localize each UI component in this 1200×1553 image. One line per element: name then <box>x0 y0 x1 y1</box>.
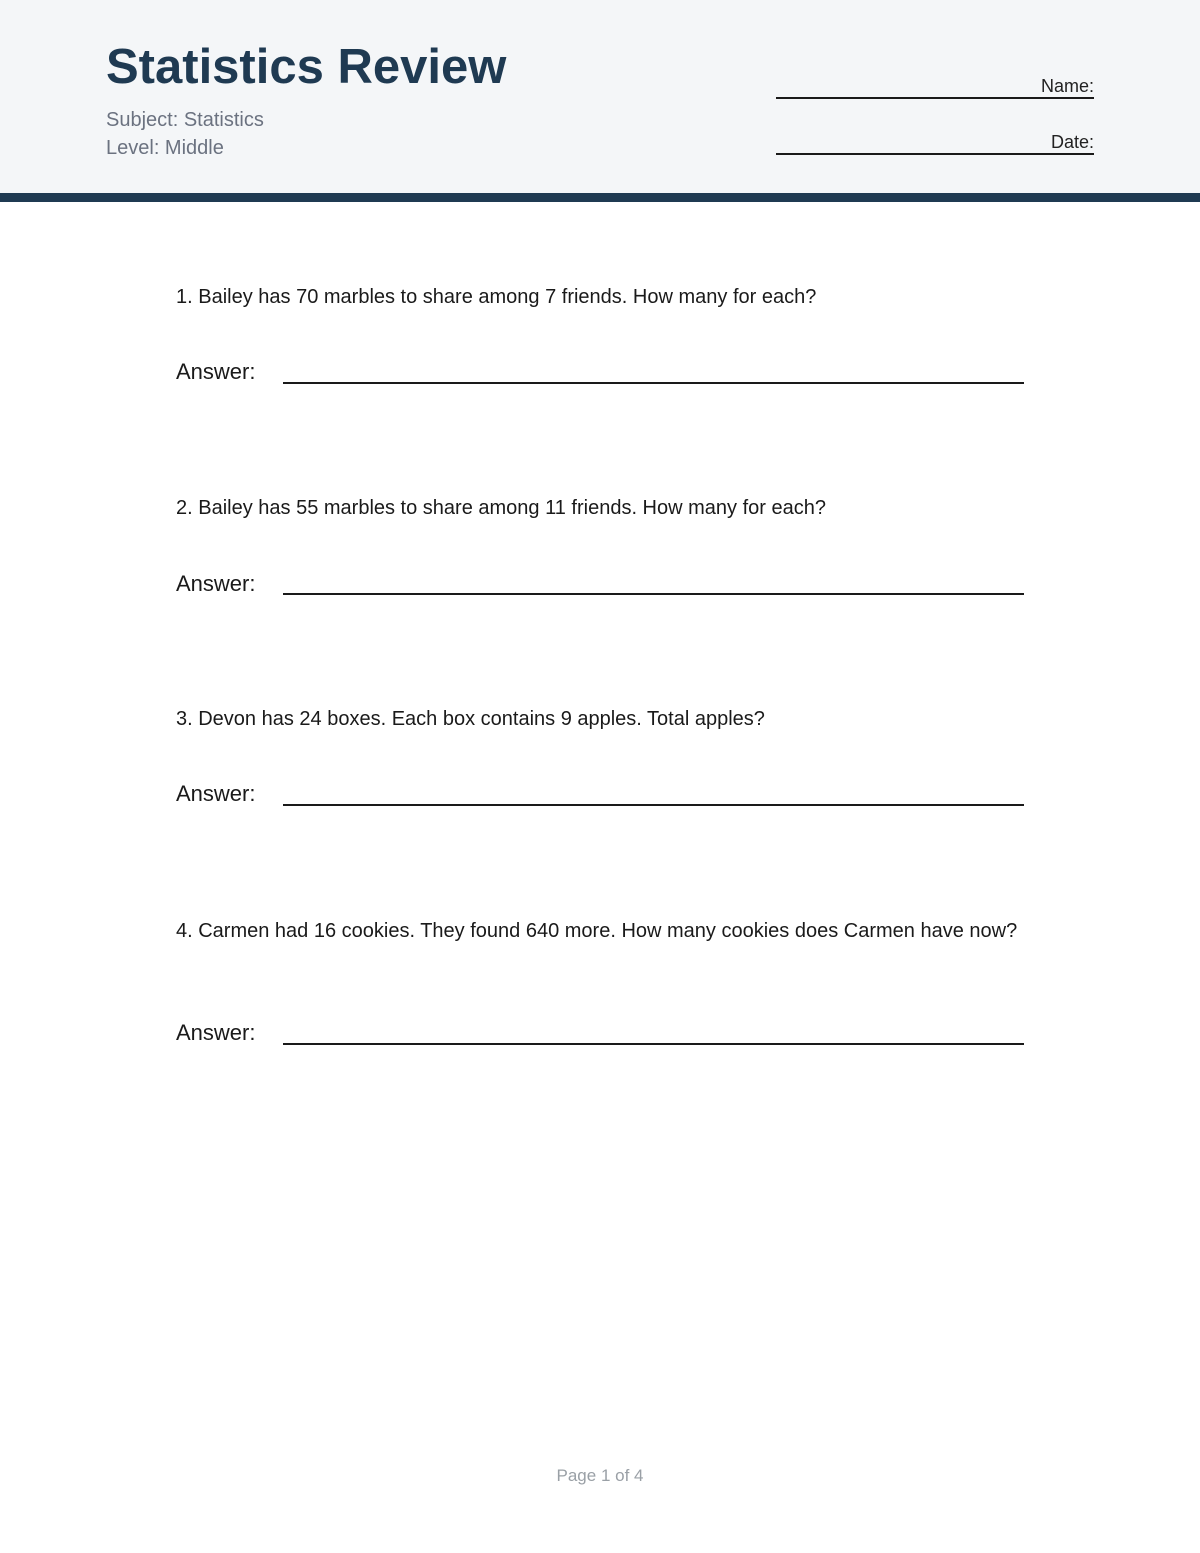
question-1: 1. Bailey has 70 marbles to share among 7 friends. How many for each? <box>176 286 817 308</box>
date-field-line <box>776 153 1094 155</box>
header-divider <box>0 193 1200 202</box>
worksheet-header <box>0 0 1200 193</box>
answer-line-2 <box>283 593 1024 595</box>
page-number: Page 1 of 4 <box>556 1466 644 1485</box>
name-field-line <box>776 97 1094 99</box>
answer-label-4: Answer: <box>176 1020 256 1045</box>
worksheet-title: Statistics Review <box>106 40 507 94</box>
name-label: Name: <box>1040 76 1094 96</box>
answer-line-4 <box>283 1043 1024 1045</box>
answer-label-3: Answer: <box>176 781 256 806</box>
question-3: 3. Devon has 24 boxes. Each box contains 9 apples. Total apples? <box>176 708 765 730</box>
answer-line-3 <box>283 804 1024 806</box>
answer-label-1: Answer: <box>176 359 256 384</box>
answer-label-2: Answer: <box>176 571 256 596</box>
level-label: Level: Middle <box>106 137 224 159</box>
question-2: 2. Bailey has 55 marbles to share among 11 friends. How many for each? <box>176 497 826 519</box>
question-4: 4. Carmen had 16 cookies. They found 640 more. How many cookies does Carmen have now? <box>176 920 1018 942</box>
subject-label: Subject: Statistics <box>106 109 264 131</box>
answer-line-1 <box>283 382 1024 384</box>
date-label: Date: <box>1050 132 1094 152</box>
